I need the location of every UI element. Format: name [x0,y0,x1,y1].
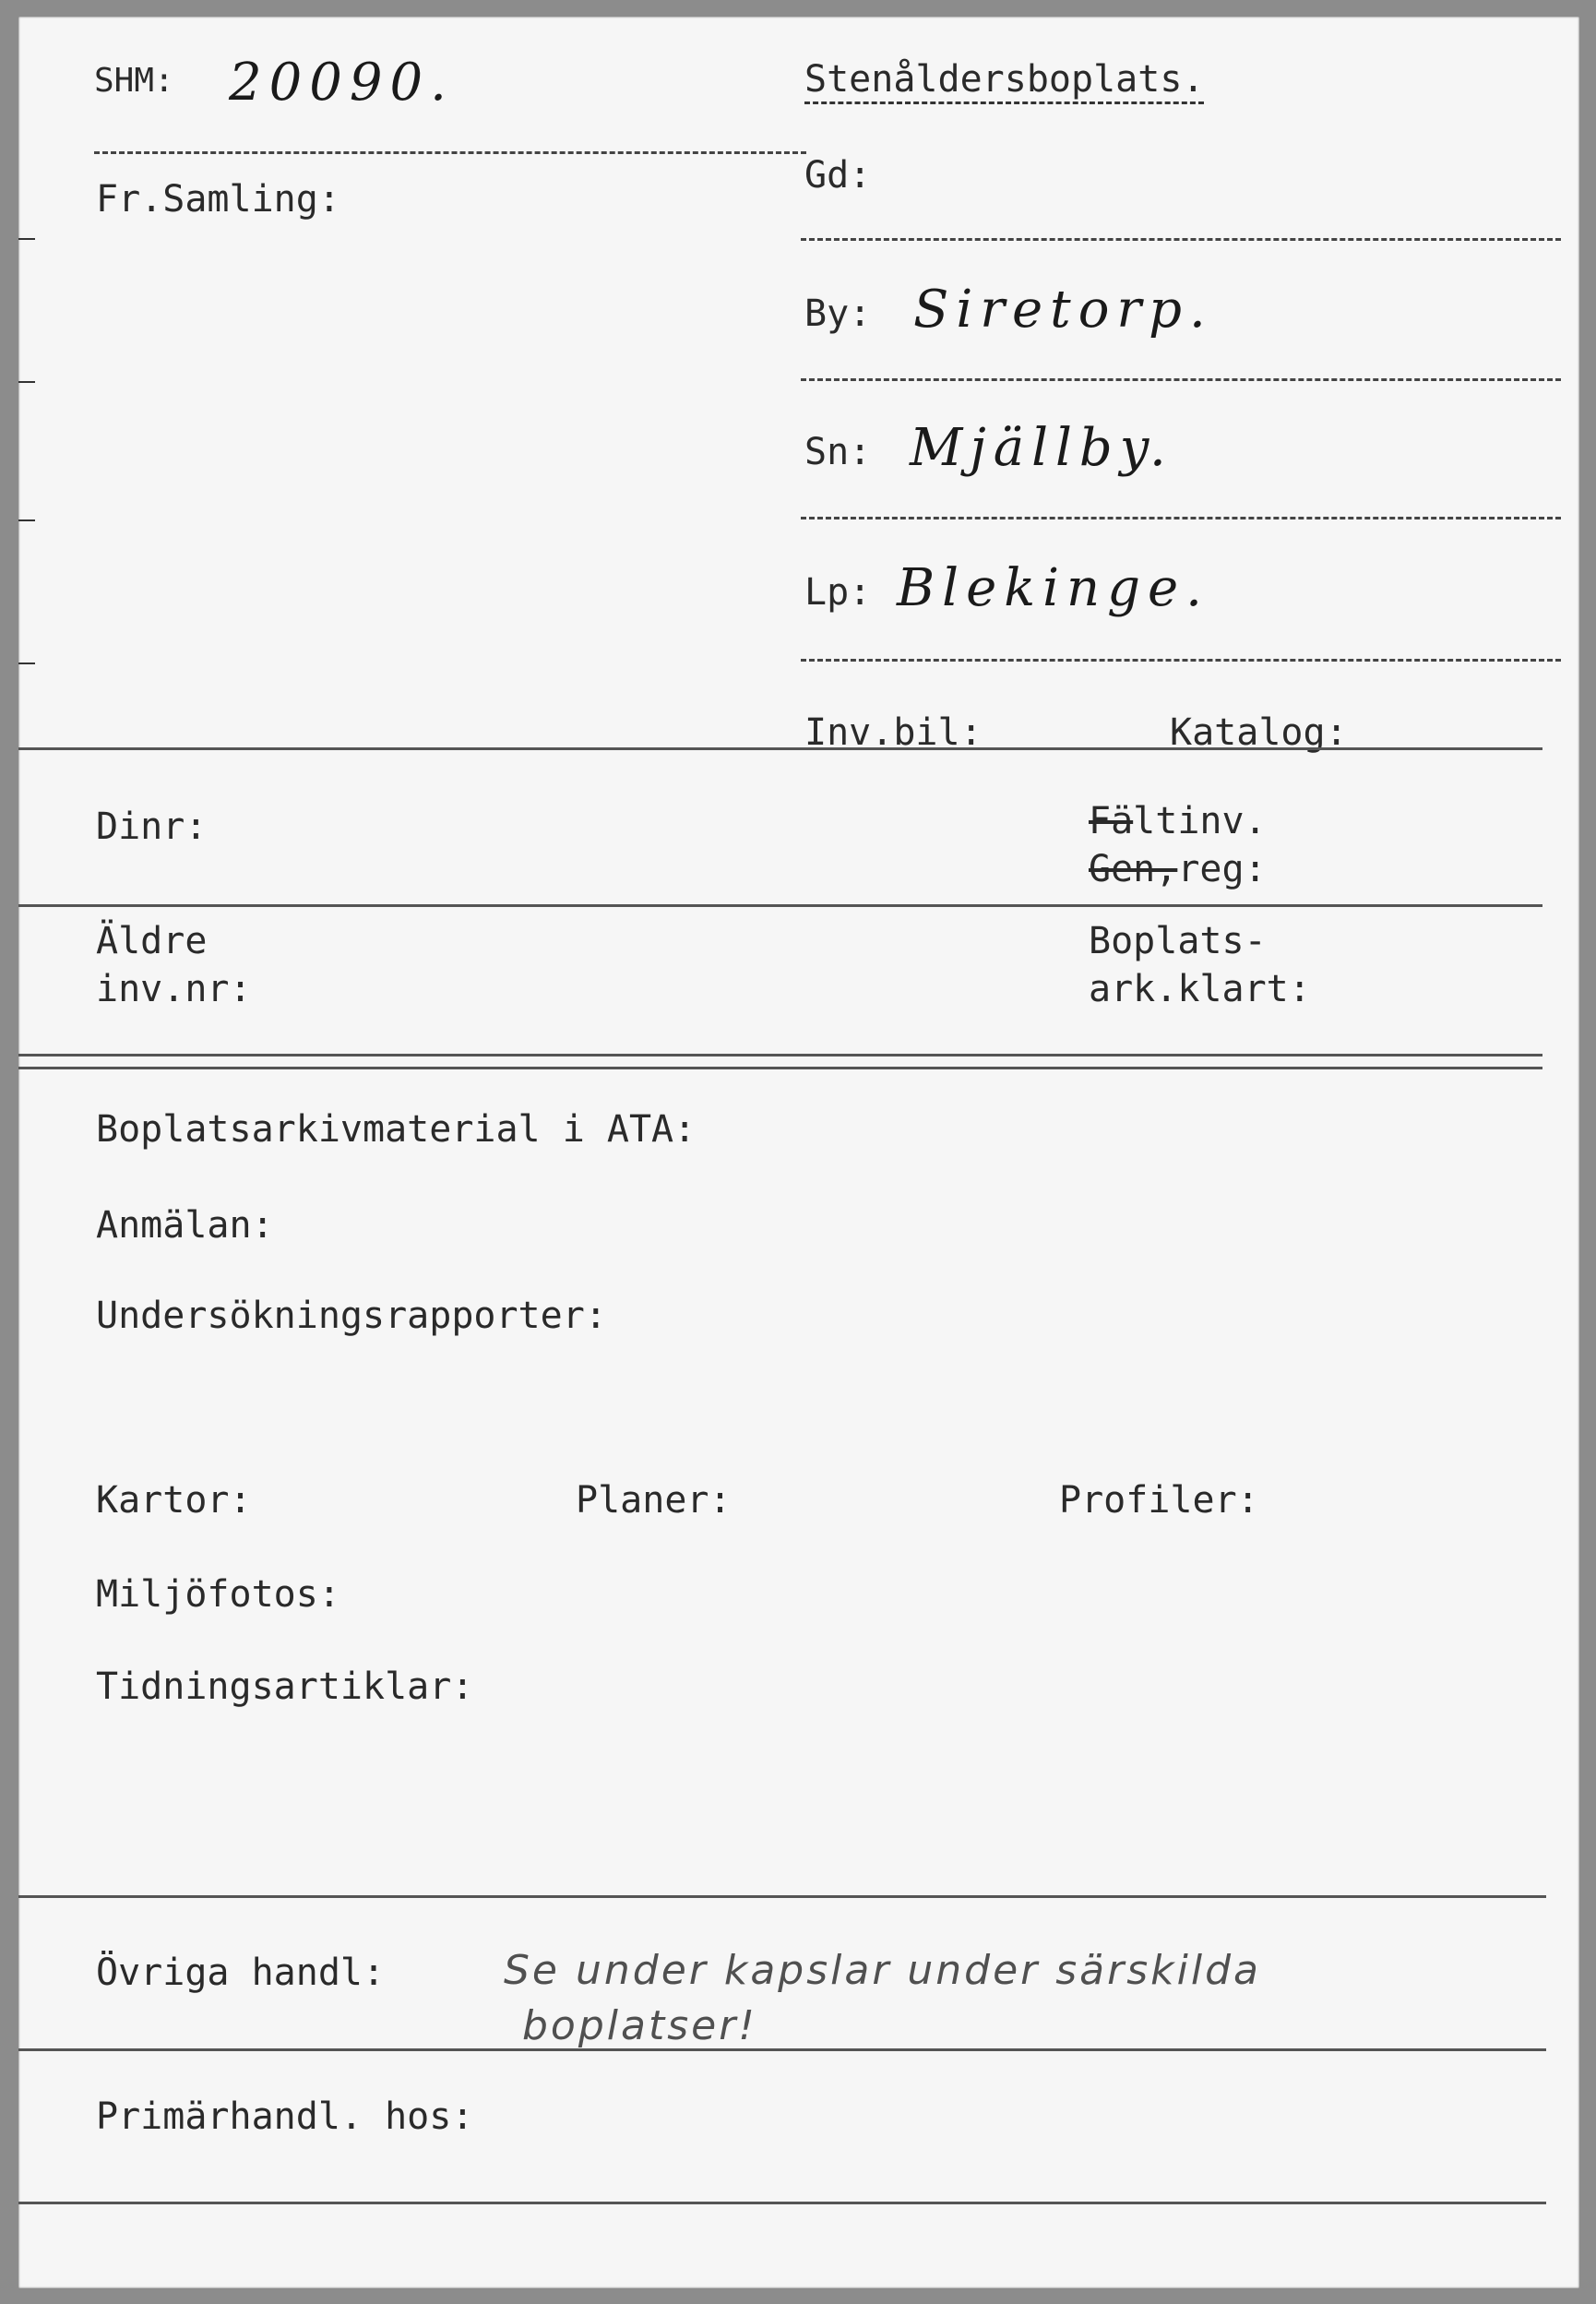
ovriga-label: Övriga handl: [96,1952,386,1994]
anmalan-label: Anmälan: [96,1204,274,1247]
inv-nr-label: inv.nr: [96,968,252,1010]
archive-title: Boplatsarkivmaterial i ATA: [96,1108,697,1151]
lp-line [801,659,1561,662]
undersokning-label: Undersökningsrapporter: [96,1295,607,1337]
profiler-label: Profiler: [1059,1479,1259,1522]
ark-klart-label: ark.klart: [1089,968,1311,1010]
katalog-label: Katalog: [1170,711,1348,754]
gd-line [801,238,1561,241]
genreg-struck: Gen, [1089,848,1178,890]
faltinv-struck: Fä [1089,800,1134,842]
lp-value: Blekinge. [897,558,1209,618]
lp-label: Lp: [804,571,872,614]
genreg-label [1089,848,1267,890]
sn-line [801,517,1561,519]
by-value: Siretorp. [913,280,1213,340]
kartor-label: Kartor: [96,1479,252,1522]
shm-number: 20090. [229,53,454,113]
ovriga-note-line1: Se under kapslar under särskilda [504,1947,1261,1994]
faltinv-label [1089,800,1267,842]
edge-tick [18,519,35,521]
faltinv-rest: ltinv. [1133,800,1267,842]
dinr-label: Dinr: [96,806,208,848]
miljofotos-label: Miljöfotos: [96,1573,340,1616]
edge-tick [18,663,35,664]
ovriga-note-line2: boplatser! [522,2002,757,2049]
inv-bil-label: Inv.bil: [804,711,983,754]
planer-label: Planer: [576,1479,732,1522]
aldre-label: Äldre [96,920,208,962]
header-divider [94,151,806,154]
section-divider [18,2048,1546,2051]
double-divider-bottom [18,1067,1542,1069]
sn-label: Sn: [804,431,872,473]
sn-value: Mjällby. [910,418,1173,478]
edge-tick [18,381,35,383]
bottom-divider [18,2202,1546,2204]
site-type-title: Stenåldersboplats. [804,61,1204,104]
section-divider [18,747,1542,750]
tidning-label: Tidningsartiklar: [96,1665,474,1708]
fr-samling-label: Fr.Samling: [96,178,340,221]
shm-label: SHM: [94,62,174,100]
double-divider-top [18,1054,1542,1056]
primar-label: Primärhandl. hos: [96,2095,474,2138]
section-divider [18,1895,1546,1898]
genreg-rest: reg: [1177,848,1267,890]
section-divider [18,904,1542,907]
by-line [801,378,1561,381]
edge-tick [18,238,35,240]
index-card [18,17,1579,2288]
boplats-label: Boplats- [1089,920,1267,962]
gd-label: Gd: [804,154,872,197]
by-label: By: [804,292,872,335]
